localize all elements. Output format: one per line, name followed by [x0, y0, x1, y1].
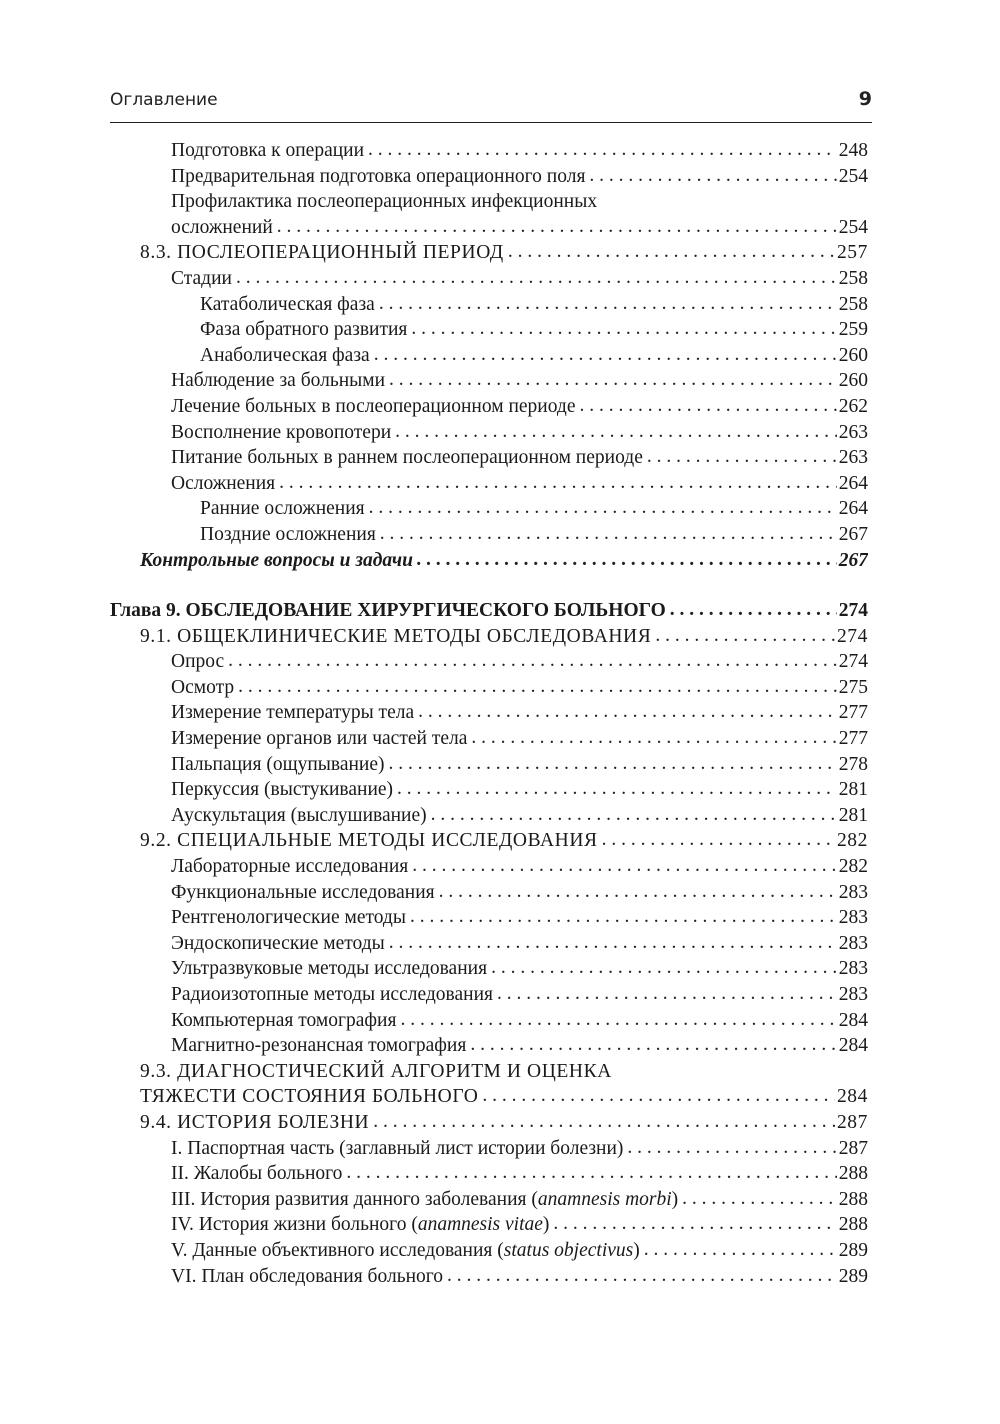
- toc-entry-title: [171, 905, 406, 931]
- toc-entry-page: 282: [838, 856, 868, 878]
- toc-entry-latin-term: anamnesis vitae: [417, 1214, 543, 1236]
- toc-entry-title-text: Измерение температуры тела: [171, 702, 415, 724]
- toc-entry-title-line: 9.3. ДИАГНОСТИЧЕСКИЙ АЛГОРИТМ И ОЦЕНКА: [140, 1060, 612, 1082]
- toc-entry[interactable]: [110, 1187, 868, 1213]
- toc-entry-title-text: Глава 9. ОБСЛЕДОВАНИЕ ХИРУРГИЧЕСКОГО БОЛЬНОГО: [110, 600, 666, 622]
- dot-leader: [380, 522, 837, 547]
- toc-entry-page: 274: [838, 651, 868, 673]
- dot-leader: [670, 598, 837, 623]
- toc-entry-title-text: Питание больных в раннем послеоперационном периоде: [171, 447, 643, 469]
- dot-leader: [400, 1008, 836, 1033]
- toc-entry-page: 264: [838, 472, 868, 494]
- toc-entry-title: [171, 1008, 396, 1034]
- toc-entry-page: 260: [838, 344, 868, 366]
- dot-leader: [369, 496, 837, 521]
- toc-entry[interactable]: [110, 982, 868, 1008]
- toc-entry-page: 283: [838, 958, 868, 980]
- toc-entry-title-text: Опрос: [171, 651, 225, 673]
- toc-entry-title-text: IV. История жизни больного (: [171, 1214, 418, 1236]
- toc-entry[interactable]: [110, 292, 868, 318]
- toc-entry-title: [171, 266, 232, 292]
- toc-entry-title: [171, 752, 385, 778]
- toc-entry[interactable]: [110, 1110, 868, 1136]
- dot-leader: [418, 700, 837, 725]
- dot-leader: [602, 828, 835, 853]
- toc-entry-title-text: Ранние осложнения: [200, 498, 365, 520]
- toc-entry-title-text: Осложнения: [171, 472, 276, 494]
- toc-entry[interactable]: [110, 1264, 868, 1290]
- toc-entry-title: [200, 343, 370, 369]
- toc-entry-title: [171, 445, 643, 471]
- toc-entry-page: 275: [838, 676, 868, 698]
- toc-entry-title-text: Анаболическая фаза: [200, 344, 370, 366]
- toc-entry-title: [171, 368, 385, 394]
- toc-entry-title: [171, 1264, 443, 1290]
- toc-entry-title-text: ТЯЖЕСТИ СОСТОЯНИЯ БОЛЬНОГО: [140, 1086, 479, 1108]
- toc-entry-title-text: Функциональные исследования: [171, 881, 435, 903]
- dot-leader: [389, 931, 837, 956]
- toc-entry-title: [171, 726, 467, 752]
- toc-entry[interactable]: [110, 471, 868, 497]
- toc-entry-title-text: Рентгенологические методы: [171, 907, 406, 929]
- toc-entry-page: 277: [838, 702, 868, 724]
- toc-entry-title: [171, 1212, 549, 1238]
- toc-entry-title: [171, 1238, 640, 1264]
- toc-entry-title: [171, 854, 408, 880]
- dot-leader: [236, 266, 837, 291]
- toc-entry-title: [200, 292, 375, 318]
- toc-entry[interactable]: [110, 675, 868, 701]
- toc-entry-title-text: Осмотр: [171, 676, 235, 698]
- toc-entry-page: 260: [838, 370, 868, 392]
- toc-entry-title: [140, 1084, 478, 1110]
- toc-entry[interactable]: [110, 1212, 868, 1238]
- dot-leader: [368, 138, 837, 163]
- dot-leader: [470, 1033, 836, 1058]
- toc-entry-title-text: Стадии: [171, 267, 232, 289]
- toc-entry-title: [200, 317, 407, 343]
- toc-entry[interactable]: [110, 1033, 868, 1059]
- toc-entry-page: 283: [838, 984, 868, 1005]
- toc-entry[interactable]: [110, 777, 868, 803]
- toc-entry[interactable]: [110, 752, 868, 778]
- toc-entry-title-text: II. Жалобы больного: [171, 1163, 343, 1185]
- toc-entry-title-text: Поздние осложнения: [200, 523, 376, 545]
- dot-leader: [482, 1084, 835, 1109]
- toc-entry-page: 283: [838, 907, 868, 929]
- toc-entry-page: 278: [838, 753, 868, 775]
- toc-entry-page: 259: [838, 319, 868, 341]
- toc-entry-title: [171, 956, 487, 982]
- dot-leader: [346, 1161, 836, 1186]
- toc-entry[interactable]: [110, 649, 868, 675]
- toc-entry-page: 287: [836, 1111, 868, 1133]
- toc-entry[interactable]: [110, 956, 868, 982]
- dot-leader: [374, 343, 837, 368]
- toc-entry-page: 284: [836, 1086, 868, 1108]
- toc-entry-title-text: Радиоизотопные методы исследования: [171, 984, 493, 1005]
- toc-entry-title-text: Пальпация (ощупывание): [171, 753, 385, 775]
- toc-entry-title-line: Профилактика послеоперационных инфекционных: [171, 191, 598, 213]
- toc-entry-page: 283: [838, 932, 868, 954]
- toc-entry-title-text: Контрольные вопросы и задачи: [140, 549, 413, 571]
- toc-entry[interactable]: [110, 803, 868, 829]
- dot-leader: [228, 649, 837, 674]
- toc-entry-page: 262: [838, 395, 868, 417]
- toc-entry-page: 257: [836, 242, 868, 264]
- toc-entry-title: [171, 1136, 623, 1162]
- toc-entry-title-text: Лечение больных в послеоперационном периоде: [171, 395, 576, 417]
- toc-entry-page: 274: [838, 600, 868, 622]
- dot-leader: [417, 548, 837, 573]
- dot-leader: [447, 1264, 837, 1289]
- toc-entry-latin-term: status objectivus: [503, 1239, 634, 1261]
- dot-leader: [277, 215, 837, 240]
- toc-entry-title-text: V. Данные объективного исследования (: [171, 1239, 504, 1261]
- dot-leader: [553, 1212, 836, 1237]
- dot-leader: [389, 368, 837, 393]
- toc-entry-page: 267: [838, 523, 868, 545]
- toc-entry[interactable]: [110, 828, 868, 854]
- dot-leader: [439, 880, 837, 905]
- toc-entry-title: [140, 828, 598, 854]
- toc-entry-page: 283: [838, 881, 868, 903]
- dot-leader: [412, 854, 836, 879]
- toc-entry-title-text: Измерение органов или частей тела: [171, 728, 468, 750]
- toc-entry[interactable]: [110, 266, 868, 292]
- toc-entry[interactable]: [110, 164, 868, 190]
- toc-entry-title-text: Предварительная подготовка операционного поля: [171, 165, 586, 187]
- toc-entry[interactable]: [110, 1238, 868, 1264]
- toc-entry-title: [200, 522, 376, 548]
- toc-entry-page: 258: [838, 267, 868, 289]
- toc-entry[interactable]: [110, 420, 868, 446]
- toc-entry-title-text: Фаза обратного развития: [200, 319, 408, 341]
- dot-leader: [397, 777, 837, 802]
- dot-leader: [379, 292, 837, 317]
- toc-entry-title-text: Эндоскопические методы: [171, 932, 385, 954]
- toc-entry-page: 288: [838, 1163, 868, 1185]
- dot-leader: [389, 752, 837, 777]
- toc-entry-page: 258: [838, 293, 868, 315]
- toc-entry-title: [171, 164, 585, 190]
- toc-entry-title: [171, 982, 493, 1008]
- toc-entry[interactable]: [110, 598, 868, 624]
- toc-entry[interactable]: [110, 931, 868, 957]
- toc-entry-title: [140, 548, 413, 574]
- toc-entry-title-text: VI. План обследования больного: [171, 1265, 444, 1287]
- toc-entry[interactable]: [110, 1084, 868, 1110]
- toc-entry-title-text: Компьютерная томография: [171, 1009, 397, 1031]
- toc-entry-title-suffix: ): [633, 1239, 640, 1261]
- toc-entry[interactable]: [110, 700, 868, 726]
- header-page-number: 9: [858, 88, 872, 110]
- toc-entry-title-text: 9.4. ИСТОРИЯ БОЛЕЗНИ: [140, 1111, 370, 1133]
- toc-entry-title-text: Катаболическая фаза: [200, 293, 375, 315]
- toc-entry-title: [110, 598, 666, 624]
- toc-entry-title: [171, 394, 576, 420]
- toc-entry[interactable]: [110, 317, 868, 343]
- toc-entry[interactable]: [110, 1136, 868, 1162]
- toc-entry-title-text: осложнений: [171, 216, 273, 238]
- toc-entry-page: 284: [838, 1009, 868, 1031]
- toc-entry-title-text: Восполнение кровопотери: [171, 421, 392, 443]
- toc-entry-title: [171, 700, 414, 726]
- toc-entry[interactable]: [110, 343, 868, 369]
- dot-leader: [431, 803, 837, 828]
- dot-leader: [471, 726, 836, 751]
- toc-entry-page: 263: [838, 421, 868, 443]
- toc-entry-title: [171, 675, 234, 701]
- dot-leader: [497, 982, 837, 1007]
- toc-entry-title: [140, 624, 651, 650]
- toc-entry-page: 248: [838, 140, 868, 161]
- toc-entry[interactable]: [110, 522, 868, 548]
- dot-leader: [238, 675, 837, 700]
- table-of-contents: [110, 138, 868, 1289]
- toc-entry-page: 282: [836, 830, 868, 852]
- toc-entry-title: [171, 931, 385, 957]
- toc-entry-title: [171, 471, 275, 497]
- toc-entry-page: 288: [838, 1188, 868, 1210]
- toc-entry[interactable]: [110, 240, 868, 266]
- toc-entry-title-suffix: ): [542, 1214, 550, 1236]
- toc-entry-page: 254: [838, 165, 868, 187]
- toc-entry-page: 264: [838, 498, 868, 520]
- toc-entry[interactable]: [110, 394, 868, 420]
- toc-entry[interactable]: [110, 1008, 868, 1034]
- toc-entry[interactable]: [110, 854, 868, 880]
- toc-entry[interactable]: [110, 726, 868, 752]
- toc-entry-title: [171, 1187, 678, 1213]
- toc-entry-page: 288: [838, 1214, 868, 1236]
- dot-leader: [411, 317, 836, 342]
- toc-entry[interactable]: [110, 445, 868, 471]
- toc-entry-page: 263: [838, 447, 868, 469]
- toc-entry-title-suffix: ): [671, 1188, 679, 1210]
- toc-entry-title: [200, 496, 365, 522]
- dot-leader: [644, 1238, 837, 1263]
- toc-entry-page: 254: [838, 216, 868, 238]
- toc-entry-title-text: III. История развития данного заболевания (: [171, 1188, 538, 1210]
- dot-leader: [627, 1136, 836, 1161]
- toc-entry-page: 277: [838, 728, 868, 750]
- toc-entry-title: [140, 240, 504, 266]
- dot-leader: [580, 394, 837, 419]
- toc-entry-title: [171, 803, 427, 829]
- toc-entry-title: [171, 215, 273, 241]
- toc-entry-title-text: Перкуссия (выстукивание): [171, 779, 394, 801]
- toc-entry[interactable]: [110, 548, 868, 574]
- toc-entry-title: [171, 1161, 342, 1187]
- toc-entry-page: 289: [838, 1265, 868, 1287]
- dot-leader: [655, 624, 835, 649]
- toc-entry-title: [171, 777, 393, 803]
- toc-entry-title-text: Наблюдение за больными: [171, 370, 386, 392]
- toc-entry-page: 267: [838, 549, 868, 571]
- toc-entry-title-text: Аускультация (выслушивание): [171, 804, 427, 826]
- toc-entry-title-text: Магнитно-резонансная томография: [171, 1035, 467, 1057]
- dot-leader: [647, 445, 837, 470]
- toc-entry[interactable]: [110, 1161, 868, 1187]
- toc-entry-title-text: 9.1. ОБЩЕКЛИНИЧЕСКИЕ МЕТОДЫ ОБСЛЕДОВАНИЯ: [140, 625, 652, 647]
- dot-leader: [491, 956, 837, 981]
- toc-entry-title: [171, 880, 435, 906]
- toc-entry-title-text: Подготовка к операции: [171, 140, 365, 161]
- toc-entry-latin-term: anamnesis morbi: [537, 1188, 672, 1210]
- toc-entry[interactable]: [110, 905, 868, 931]
- toc-entry-page: 284: [838, 1035, 868, 1057]
- toc-entry-title: [171, 420, 391, 446]
- toc-entry[interactable]: [110, 496, 868, 522]
- dot-leader: [508, 240, 835, 265]
- toc-entry-title-text: I. Паспортная часть (заглавный лист истории болезни): [171, 1137, 624, 1159]
- toc-entry-page: 287: [838, 1137, 868, 1159]
- dot-leader: [410, 905, 837, 930]
- toc-entry-title: [171, 649, 224, 675]
- section-gap: [110, 573, 868, 598]
- toc-entry[interactable]: [110, 368, 868, 394]
- toc-entry[interactable]: [110, 215, 868, 241]
- toc-entry-title-text: Ультразвуковые методы исследования: [171, 958, 488, 980]
- header-title: Оглавление: [110, 90, 218, 110]
- running-header: [110, 88, 872, 123]
- toc-entry-page: 289: [838, 1239, 868, 1261]
- dot-leader: [279, 471, 837, 496]
- dot-leader: [395, 420, 837, 445]
- toc-entry-page: 281: [838, 804, 868, 826]
- toc-entry[interactable]: [110, 624, 868, 650]
- toc-entry[interactable]: [110, 880, 868, 906]
- toc-entry-title-text: 9.2. СПЕЦИАЛЬНЫЕ МЕТОДЫ ИССЛЕДОВАНИЯ: [140, 830, 598, 852]
- toc-entry[interactable]: [110, 138, 868, 164]
- toc-entry-title-text: 8.3. ПОСЛЕОПЕРАЦИОННЫЙ ПЕРИОД: [140, 242, 504, 264]
- dot-leader: [589, 164, 836, 189]
- dot-leader: [682, 1187, 837, 1212]
- toc-entry-title: [171, 138, 364, 164]
- dot-leader: [373, 1110, 835, 1135]
- toc-entry-title: [171, 1033, 466, 1059]
- toc-entry-page: 281: [838, 779, 868, 801]
- toc-entry-title-text: Лабораторные исследования: [171, 856, 409, 878]
- toc-entry-title: [140, 1110, 369, 1136]
- toc-entry-page: 274: [836, 625, 868, 647]
